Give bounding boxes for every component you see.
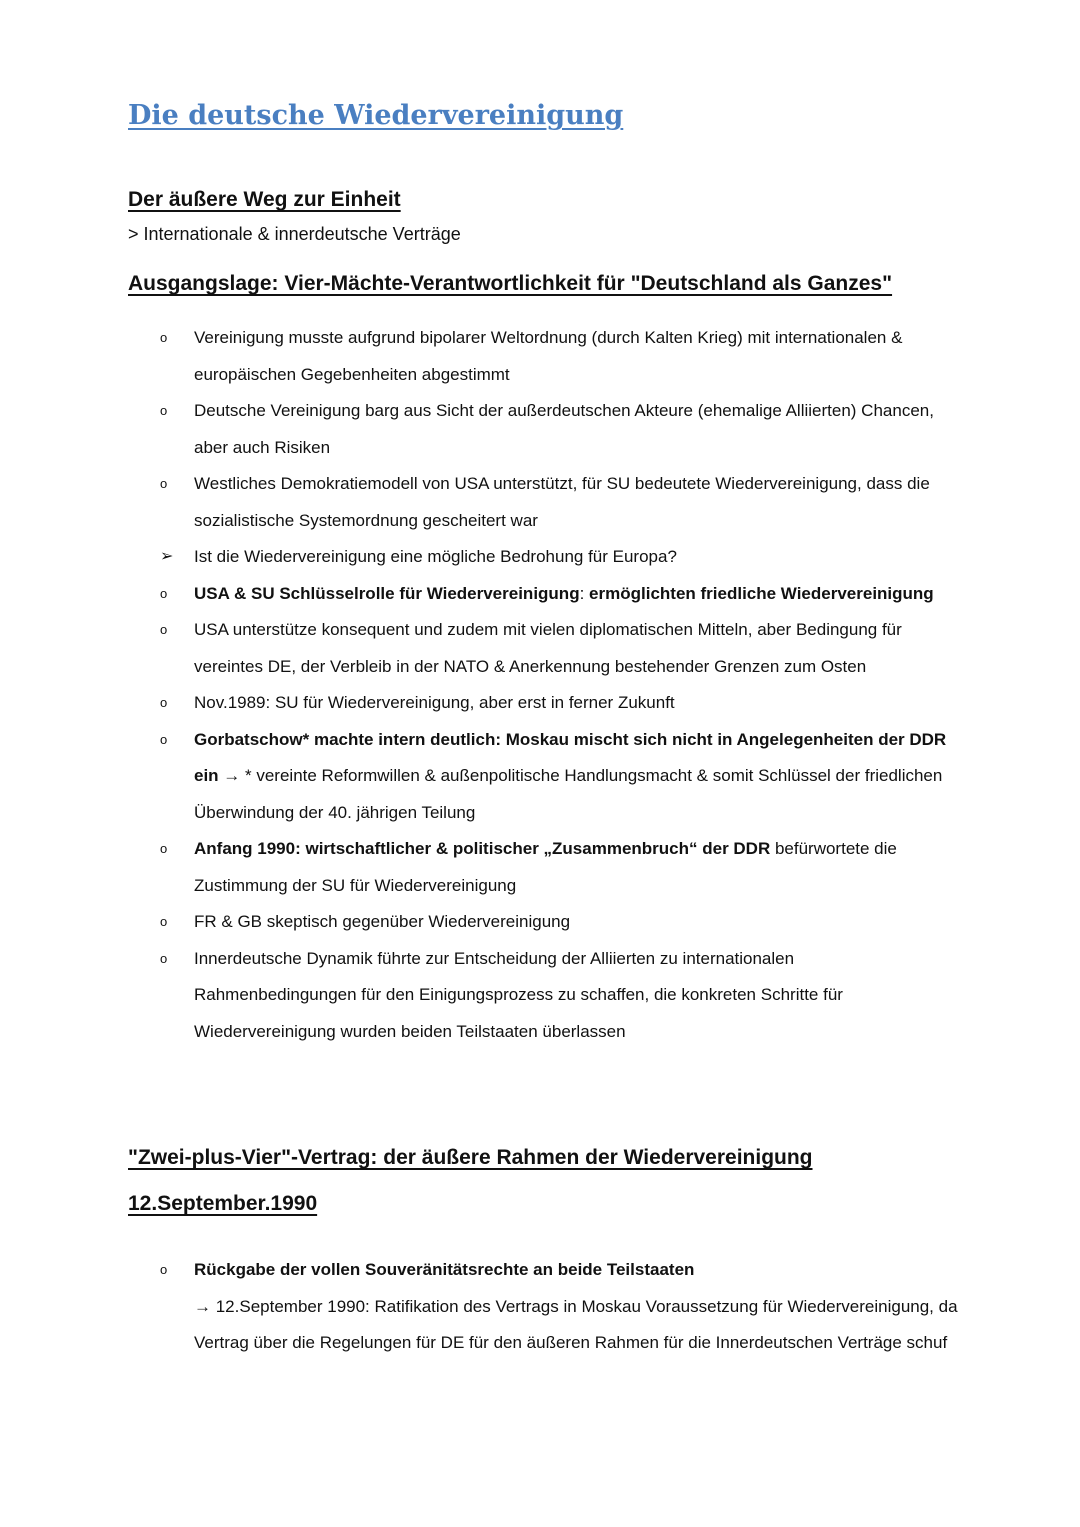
list-item: [160, 1252, 960, 1362]
list-item: [160, 941, 960, 1051]
bullet-circle-icon: o: [160, 403, 168, 418]
bullet-circle-icon: o: [160, 622, 168, 637]
list-item-text: FR & GB skeptisch gegenüber Wiedervereinigung: [194, 912, 571, 931]
list-item-text: Innerdeutsche Dynamik führte zur Entscheidung der Alliierten zu internationalen Rahmenbedingungen für den Einigungsprozess zu schaffen, die konkreten Schritte für Wiedervereinigung wurden beiden Teilstaaten überlassen: [194, 948, 843, 1041]
list-item-text: → * vereinte Reformwillen & außenpolitische Handlungsmacht & somit Schlüssel der friedlichen Überwindung der 40. jährigen Teilung: [194, 766, 943, 822]
list-item-bold-text: Anfang 1990: wirtschaftlicher & politischer „Zusammenbruch“ der DDR: [194, 839, 771, 858]
bullet-circle-icon: o: [160, 695, 168, 710]
bullet-circle-icon: o: [160, 841, 168, 856]
list-item: [160, 831, 960, 904]
section-heading-date: 12.September.1990: [128, 1192, 318, 1215]
two-plus-four-list: [160, 1252, 960, 1362]
list-item: [160, 576, 960, 613]
list-item-text: Nov.1989: SU für Wiedervereinigung, aber erst in ferner Zukunft: [194, 693, 675, 712]
list-item: [160, 685, 960, 722]
list-item-text: Ist die Wiedervereinigung eine mögliche Bedrohung für Europa?: [194, 547, 677, 566]
list-item: [160, 393, 960, 466]
bullet-circle-icon: o: [160, 476, 168, 491]
arrow-bullet-icon: ➢: [160, 548, 174, 565]
section-heading-outer-path: Der äußere Weg zur Einheit: [128, 188, 401, 211]
starting-situation-list: [160, 320, 960, 1050]
list-item-bold-text: Gorbatschow* machte intern deutlich: Moskau mischt sich nicht in Angelegenheiten der DDR ein: [194, 729, 947, 785]
list-item: [160, 722, 960, 832]
bullet-circle-icon: o: [160, 585, 168, 601]
bullet-circle-icon: o: [160, 950, 168, 966]
list-item: [160, 539, 960, 576]
bullet-circle-icon: o: [160, 1262, 168, 1277]
bullet-circle-icon: o: [160, 731, 168, 747]
list-item-text: befürwortete die Zustimmung der SU für Wiedervereinigung: [194, 839, 897, 895]
section-subline: > Internationale & innerdeutsche Verträge: [128, 224, 461, 244]
section-heading-two-plus-four: "Zwei-plus-Vier"-Vertrag: der äußere Rahmen der Wiedervereinigung: [128, 1146, 813, 1169]
bullet-circle-icon: o: [160, 330, 168, 345]
list-item-text: → 12.September 1990: Ratifikation des Vertrags in Moskau Voraussetzung für Wiedervereinigung, da Vertrag über die Regelungen für DE für den äußeren Rahmen für die Innerdeutschen Verträge schuf: [194, 1296, 958, 1352]
list-item-text: Westliches Demokratiemodell von USA unterstützt, für SU bedeutete Wiedervereinigung, dass die sozialistische Systemordnung gescheitert war: [194, 474, 930, 530]
bullet-circle-icon: o: [160, 914, 168, 929]
list-item-text: USA unterstütze konsequent und zudem mit vielen diplomatischen Mitteln, aber Bedingung für vereintes DE, der Verbleib in der NATO & Anerkennung bestehender Grenzen zum Osten: [194, 620, 902, 676]
section-heading-starting-situation: Ausgangslage: Vier-Mächte-Verantwortlichkeit für "Deutschland als Ganzes": [128, 272, 893, 295]
list-item-text: Deutsche Vereinigung barg aus Sicht der außerdeutschen Akteure (ehemalige Alliierten) Chancen, aber auch Risiken: [194, 401, 934, 457]
document-title: Die deutsche Wiedervereinigung: [128, 100, 624, 131]
list-item-text: Vereinigung musste aufgrund bipolarer Weltordnung (durch Kalten Krieg) mit internationalen & europäischen Gegebenheiten abgestimmt: [194, 328, 903, 384]
list-item-bold-text: USA & SU Schlüsselrolle für Wiedervereinigung: [194, 583, 580, 603]
list-item: [160, 612, 960, 685]
list-item-bold-text: ermöglichten friedliche Wiedervereinigung: [589, 583, 934, 603]
list-item: [160, 904, 960, 941]
list-item-bold-text: Rückgabe der vollen Souveränitätsrechte an beide Teilstaaten: [194, 1260, 695, 1279]
list-item-text: :: [579, 583, 590, 603]
list-item: [160, 320, 960, 393]
list-item: [160, 466, 960, 539]
